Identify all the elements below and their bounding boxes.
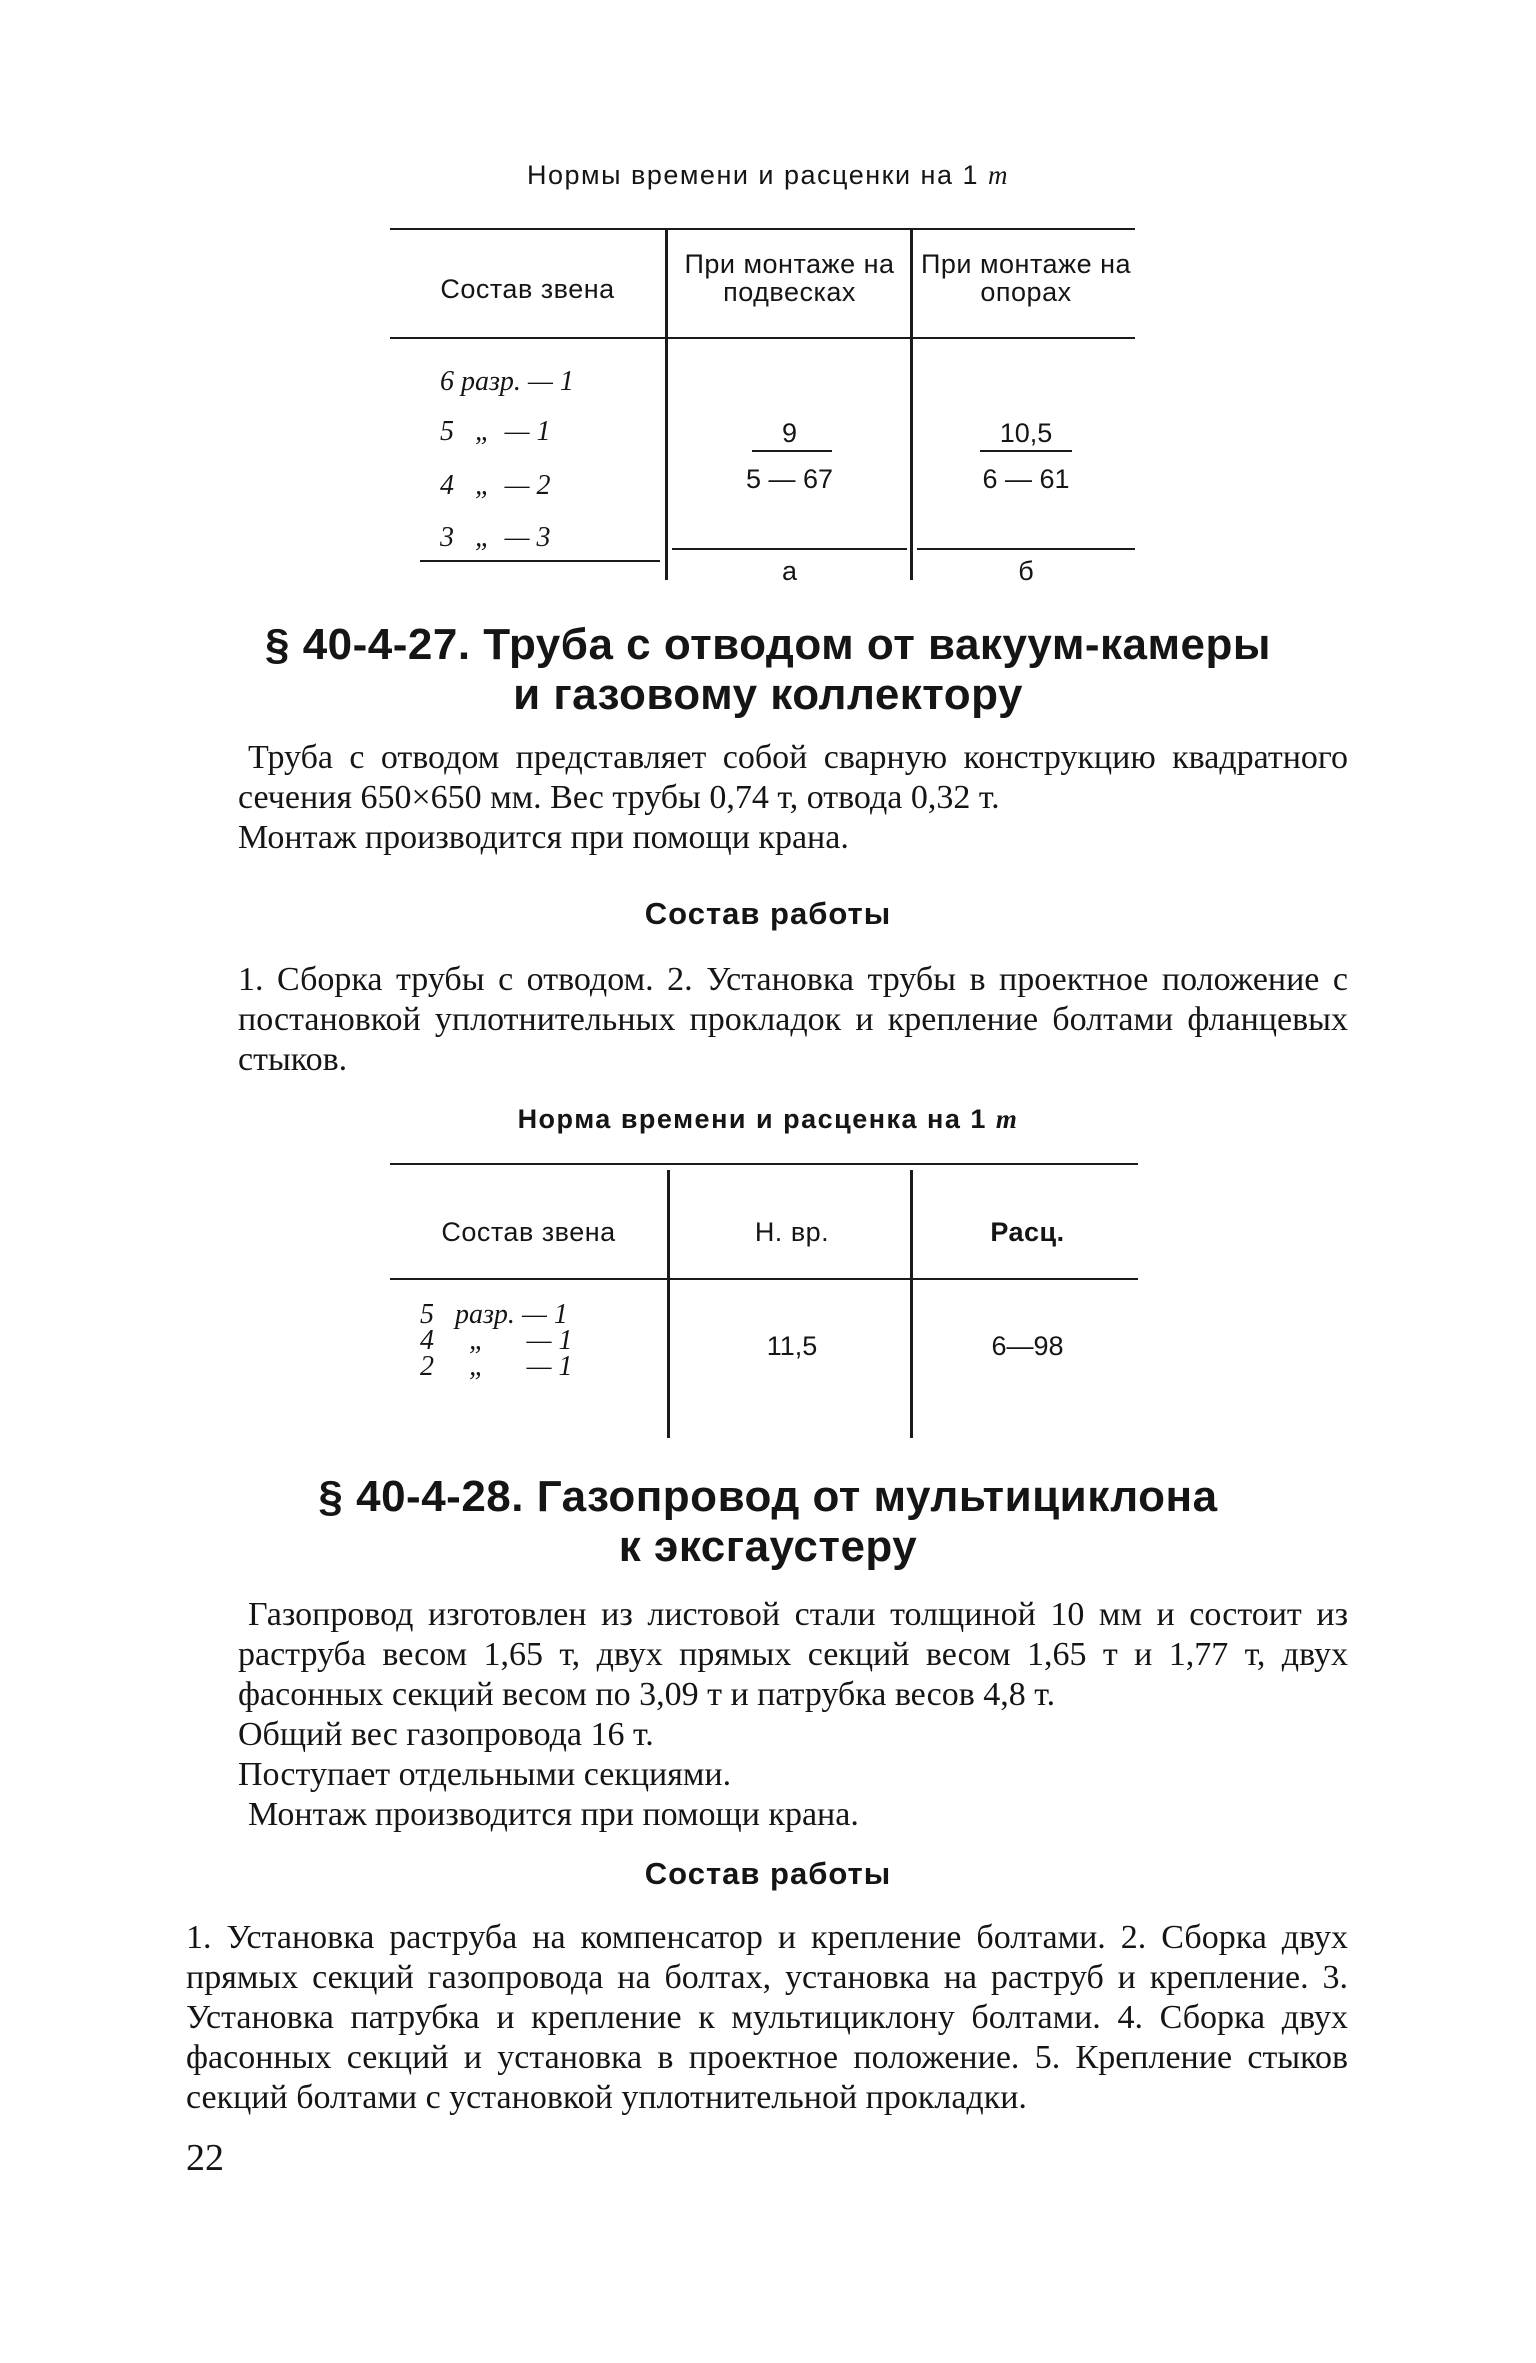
table2-crew-list (420, 1299, 573, 1382)
table1-rate-b: 6 — 61 (982, 464, 1070, 494)
table2-time-value: 11,5 (766, 1331, 818, 1361)
section28-paragraph-3: Поступает отдельными секциями. (238, 1756, 732, 1793)
section28-paragraph-4: Монтаж производится при помощи крана. (248, 1796, 859, 1833)
table1-crew-rule (420, 560, 660, 562)
table2-unit: т (995, 1104, 1019, 1134)
table1-rule-a (672, 548, 907, 550)
table1-rule-b (917, 548, 1135, 550)
table2-top-rule (390, 1163, 1138, 1165)
table1-rate-a: 5 — 67 (745, 464, 834, 494)
section27-paragraph-1: Труба с отводом представляет собой сварную конструкцию квадратного сечения 650×650 мм. Вес трубы 0,74 т, отвода 0,32 т. (238, 739, 1348, 816)
table2-vrule-1 (667, 1170, 670, 1438)
table1-fraction-line-a (752, 450, 832, 452)
page-number: 22 (186, 2137, 224, 2179)
table2-header-rate: Расц. (990, 1217, 1065, 1247)
section27-paragraph-2: Монтаж производится при помощи крана. (238, 819, 849, 856)
table2-header-rule (390, 1278, 1138, 1280)
table2-vrule-2 (910, 1170, 913, 1438)
table1-header-supports: При монтаже на опорах (920, 249, 1132, 307)
table2-header-crew: Состав звена (441, 1217, 616, 1247)
table1-crew-row: 3 „ — 3 (440, 522, 551, 553)
section27-work-heading: Состав работы (644, 896, 892, 931)
table1-caption: Нормы времени и расценки на 1 т (526, 160, 1009, 190)
table1-top-rule (390, 228, 1135, 230)
table1-time-b: 10,5 (999, 418, 1053, 448)
section28-title: § 40-4-28. Газопровод от мультициклона к эксгаустеру (318, 1472, 1218, 1571)
table1-letter-b: б (1018, 556, 1034, 586)
section28-paragraph-2: Общий вес газопровода 16 т. (238, 1716, 654, 1753)
table1-fraction-line-b (980, 450, 1072, 452)
table2-header-time: Н. вр. (754, 1217, 830, 1247)
table1-crew-row: 6 разр. — 1 (440, 366, 574, 397)
table2-crew-row: 4 „ — 1 (420, 1325, 573, 1356)
table1-header-rule (390, 337, 1135, 339)
section28-work-text: 1. Установка раструба на компенсатор и крепление болтами. 2. Сборка двух прямых секций газопровода на болтах, установка на раструб и крепление. 3. Установка патрубка и крепление к мультициклону болтами. 4. Сборка двух фасонных секций и установка в проектное положение. 5. Крепление стыков секций болтами с установкой уплотнительной прокладки. (186, 1919, 1348, 2116)
section27-work-text: 1. Сборка трубы с отводом. 2. Установка трубы в проектное положение с постановкой уплотнительных прокладок и крепление болтами фланцевых стыков. (238, 961, 1348, 1078)
table1-crew-row: 5 „ — 1 (440, 416, 551, 447)
section27-description (238, 738, 1348, 858)
section28-description (238, 1595, 1348, 1835)
table1-unit: т (988, 160, 1009, 190)
table1-letter-a: а (781, 556, 798, 586)
table1-vrule-1 (665, 228, 668, 580)
table2-crew-row: 2 „ — 1 (420, 1351, 573, 1382)
table2-crew-row: 5 разр. — 1 (420, 1299, 568, 1330)
table1-time-a: 9 (781, 418, 798, 448)
table2-caption: Норма времени и расценка на 1 т (517, 1104, 1019, 1134)
section27-title: § 40-4-27. Труба с отводом от вакуум-камеры и газовому коллектору (265, 620, 1271, 719)
table1-vrule-2 (910, 228, 913, 580)
section28-work-heading: Состав работы (644, 1856, 892, 1891)
table2-rate-value: 6—98 (991, 1331, 1064, 1361)
section28-paragraph-1: Газопровод изготовлен из листовой стали толщиной 10 мм и состоит из раструба весом 1,65 т, двух прямых секций весом 1,65 т и 1,77 т, двух фасонных секций весом по 3,09 т и патрубка весов 4,8 т. (238, 1596, 1348, 1713)
table1-crew-row: 4 „ — 2 (440, 470, 551, 501)
table1-header-suspended: При монтаже на подвесках (684, 249, 895, 307)
table1-header-crew: Состав звена (440, 274, 615, 304)
